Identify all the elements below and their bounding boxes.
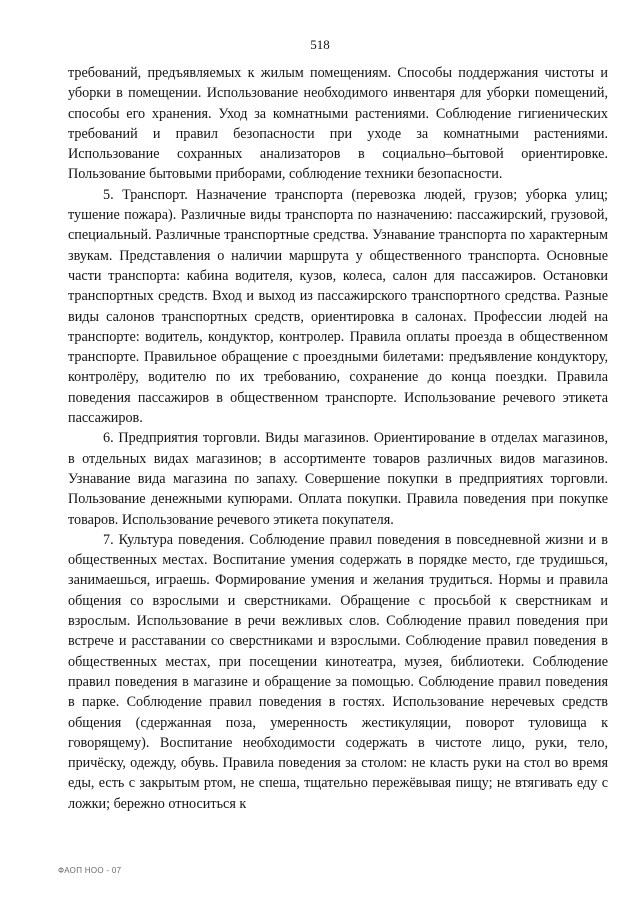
footer-document-code: ФАОП НОО - 07 [58, 866, 122, 875]
paragraph-hygiene-continuation: требований, предъявляемых к жилым помещениям. Способы поддержания чистоты и уборки в помещении. Использование необходимого инвентаря для уборки помещений, способы его хранения. Уход за комнатными растениями. Соблюдение гигиенических требований и правил безопасности при уходе за комнатными растениями. Использование сохранных анализаторов в социально–бытовой ориентировке. Пользование бытовыми приборами, соблюдение техники безопасности. [68, 65, 608, 183]
body-text [68, 63, 608, 814]
page-number: 518 [310, 37, 330, 52]
paragraph-trade-enterprises: 6. Предприятия торговли. Виды магазинов. Ориентирование в отделах магазинов, в отдельных видах магазинов; в ассортименте товаров различных видов магазинов. Узнавание вида магазина по запаху. Совершение покупки в предприятиях торговли. Пользование денежными купюрами. Оплата покупки. Правила поведения при покупке товаров. Использование речевого этикета покупателя. [68, 430, 608, 528]
paragraph-transport: 5. Транспорт. Назначение транспорта (перевозка людей, грузов; уборка улиц; тушение пожара). Различные виды транспорта по назначению: пассажирский, грузовой, специальный. Различные транспортные средства. Узнавание транспорта по характерным звукам. Представления о наличии маршрута у общественного транспорта. Основные части транспорта: кабина водителя, кузов, колеса, салон для пассажиров. Остановки транспортных средств. Вход и выход из пассажирского транспортного средства. Разные виды салонов транспортных средств, ориентировка в салонах. Профессии людей на транспорте: водитель, кондуктор, контролер. Правила оплаты проезда в общественном транспорте. Правильное обращение с проездными билетами: предъявление кондуктору, контролёру, водителю по их требованию, сохранение до конца поездки. Правила поведения пассажиров в общественном транспорте. Использование речевого этикета пассажиров. [68, 186, 608, 427]
paragraph-behavior-culture: 7. Культура поведения. Соблюдение правил поведения в повседневной жизни и в общественных местах. Воспитание умения содержать в порядке место, где трудишься, занимаешься, играешь. Формирование умения и желания трудиться. Нормы и правила общения со взрослыми и сверстниками. Обращение с просьбой к сверстникам и взрослым. Использование в речи вежливых слов. Соблюдение правил поведения при встрече и расставании со сверстниками и взрослыми. Соблюдение правил поведения в общественных местах, при посещении кинотеатра, музея, библиотеки. Соблюдение правил поведения в магазине и обращение за помощью. Соблюдение правил поведения в парке. Соблюдение правил поведения в гостях. Использование неречевых средств общения (сдержанная поза, умеренность жестикуляции, поворот туловища к говорящему). Воспитание необходимости содержать в чистоте лицо, руки, тело, причёску, одежду, обувь. Правила поведения за столом: не класть руки на стол во время еды, есть с закрытым ртом, не спеша, тщательно пережёвывая пищу; не втягивать еду с ложки; бережно относиться к [68, 531, 608, 812]
